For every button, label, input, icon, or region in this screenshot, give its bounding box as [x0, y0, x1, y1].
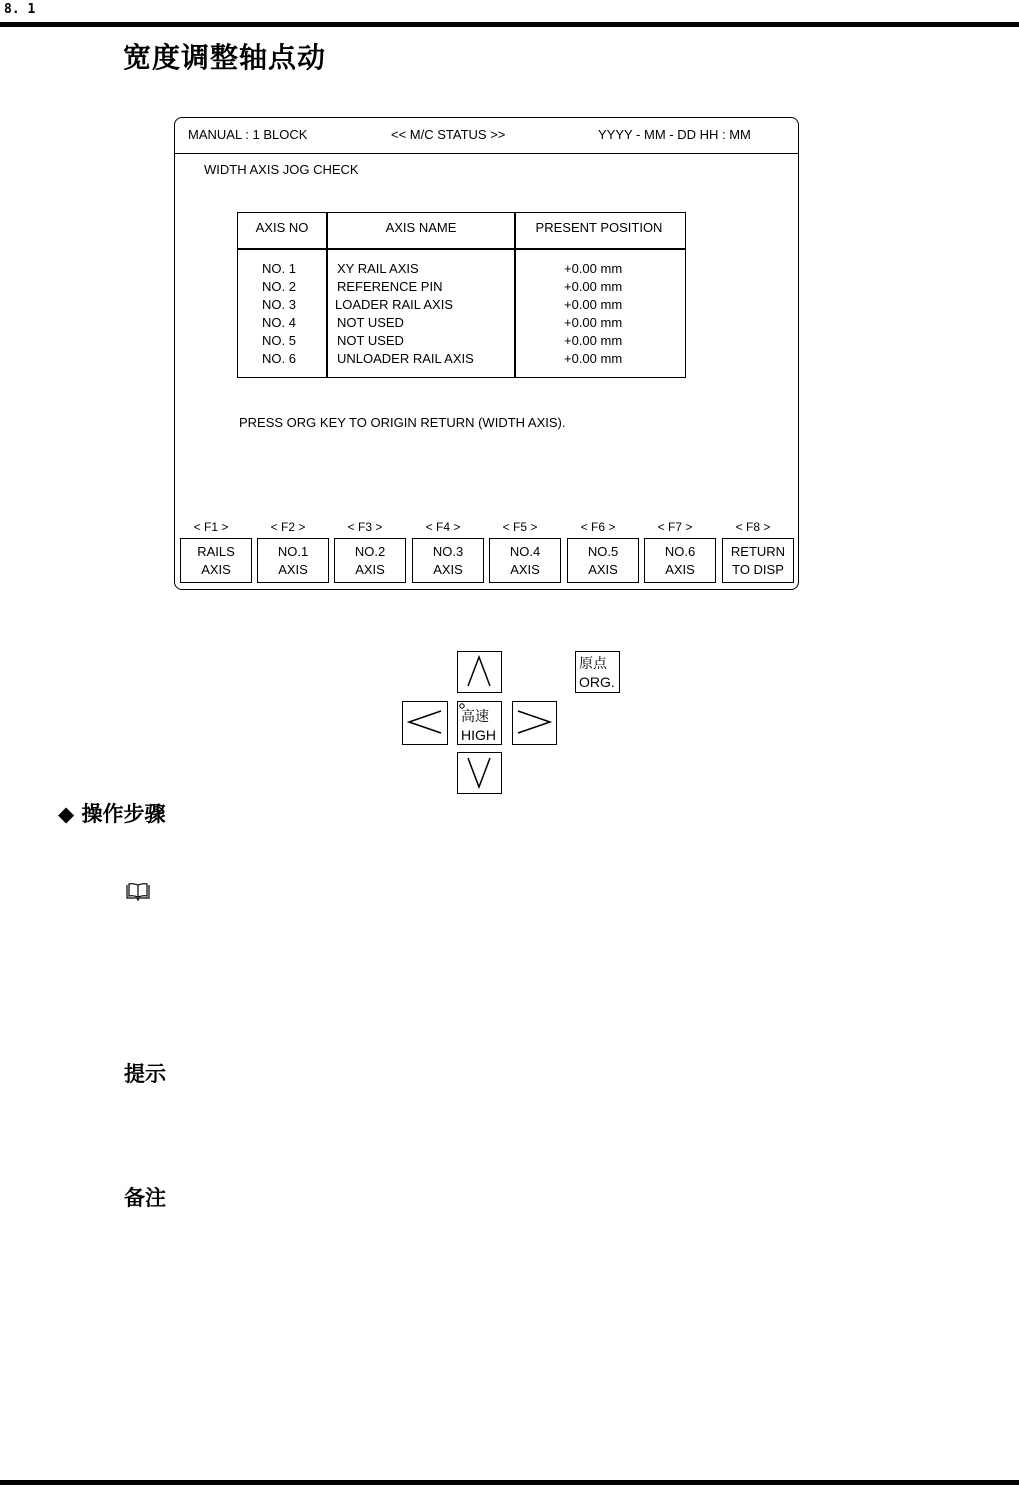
table-cell: NO. 4: [262, 315, 296, 330]
right-arrow-key[interactable]: [512, 701, 557, 745]
table-cell: +0.00 mm: [564, 297, 623, 312]
org-key[interactable]: 原点 ORG.: [575, 651, 620, 693]
page-title: 宽度调整轴点动: [123, 41, 327, 74]
fkey-label-f8: < F8 >: [735, 520, 771, 534]
table-cell: +0.00 mm: [564, 279, 623, 294]
table-cell: NO. 6: [262, 351, 296, 366]
tip-heading: 提示: [124, 1062, 166, 1086]
mode-label: MANUAL : 1 BLOCK: [188, 127, 308, 142]
header-axis-no: AXIS NO: [255, 220, 309, 235]
fkey-label-f7: < F7 >: [657, 520, 693, 534]
header-present-position: PRESENT POSITION: [535, 220, 663, 235]
table-cell: +0.00 mm: [564, 351, 623, 366]
table-cell: NO. 1: [262, 261, 296, 276]
no3-axis-button[interactable]: NO.3 AXIS: [412, 538, 484, 583]
section-number: 8. 1: [4, 2, 36, 17]
table-cell: REFERENCE PIN: [337, 279, 443, 294]
axis-table: [237, 212, 686, 378]
position-column: [564, 260, 622, 368]
left-arrow-key[interactable]: [402, 701, 448, 745]
rails-axis-button[interactable]: RAILS AXIS: [180, 538, 252, 583]
datetime: YYYY - MM - DD HH : MM: [598, 127, 751, 142]
axis-no-column: [238, 260, 320, 368]
no4-axis-button[interactable]: NO.4 AXIS: [489, 538, 561, 583]
top-divider: [0, 22, 1019, 27]
table-cell: LOADER RAIL AXIS: [335, 297, 454, 312]
fkey-label-f6: < F6 >: [580, 520, 616, 534]
header-axis-name: AXIS NAME: [385, 220, 457, 235]
bottom-divider: [0, 1480, 1019, 1485]
prompt-message: PRESS ORG KEY TO ORIGIN RETURN (WIDTH AXIS).: [239, 415, 566, 430]
table-cell: NO. 2: [262, 279, 296, 294]
fkey-label-f2: < F2 >: [270, 520, 306, 534]
note-heading: 备注: [124, 1186, 166, 1210]
book-icon: [125, 882, 151, 906]
fkey-label-f3: < F3 >: [347, 520, 383, 534]
table-cell: XY RAIL AXIS: [337, 261, 419, 276]
table-cell: NO. 3: [262, 297, 296, 312]
axis-name-column: [337, 260, 474, 368]
no1-axis-button[interactable]: NO.1 AXIS: [257, 538, 329, 583]
return-to-disp-button[interactable]: RETURN TO DISP: [722, 538, 794, 583]
fkey-label-f5: < F5 >: [502, 520, 538, 534]
high-speed-key[interactable]: 高速 HIGH: [457, 701, 502, 745]
machine-status: << M/C STATUS >>: [391, 127, 506, 142]
screen-subtitle: WIDTH AXIS JOG CHECK: [204, 162, 359, 177]
table-cell: +0.00 mm: [564, 261, 623, 276]
table-cell: +0.00 mm: [564, 315, 623, 330]
operation-heading: ◆ 操作步骤: [58, 802, 166, 826]
table-cell: NOT USED: [337, 315, 404, 330]
up-chevron-icon: [458, 652, 500, 691]
status-bar: [175, 118, 798, 154]
table-cell: NO. 5: [262, 333, 296, 348]
down-chevron-icon: [458, 753, 500, 792]
up-arrow-key[interactable]: [457, 651, 502, 693]
table-cell: NOT USED: [337, 333, 404, 348]
no5-axis-button[interactable]: NO.5 AXIS: [567, 538, 639, 583]
fkey-label-f1: < F1 >: [193, 520, 229, 534]
left-chevron-icon: [403, 702, 446, 743]
down-arrow-key[interactable]: [457, 752, 502, 794]
fkey-label-f4: < F4 >: [425, 520, 461, 534]
table-cell: +0.00 mm: [564, 333, 623, 348]
machine-screen: [174, 117, 799, 590]
table-cell: UNLOADER RAIL AXIS: [337, 351, 474, 366]
no2-axis-button[interactable]: NO.2 AXIS: [334, 538, 406, 583]
right-chevron-icon: [513, 702, 555, 743]
no6-axis-button[interactable]: NO.6 AXIS: [644, 538, 716, 583]
